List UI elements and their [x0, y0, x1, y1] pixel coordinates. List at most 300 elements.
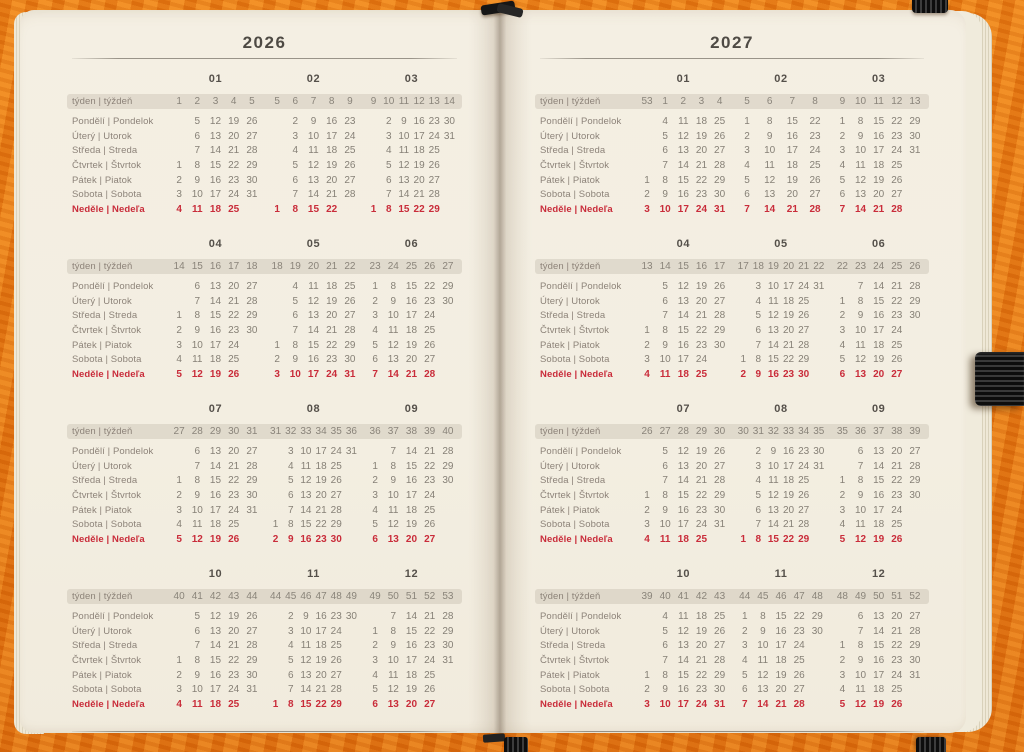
day-number-cell: 28 [714, 655, 726, 667]
day-number-cell: 10 [398, 130, 410, 142]
month-number: 11 [307, 568, 320, 580]
day-number-cell: 28 [246, 295, 258, 307]
day-number-cell [906, 174, 924, 189]
day-number-cell [170, 639, 188, 654]
day-number-cell: 23 [798, 446, 810, 457]
day-number-cell: 9 [857, 310, 864, 322]
day-number-cell: 4 [744, 160, 750, 172]
month-block [268, 566, 359, 713]
day-number-cell: 5 [662, 281, 668, 292]
day-label: Pátek | Piatok [540, 339, 600, 351]
day-numbers-row [170, 174, 261, 189]
day-number-cell: 8 [662, 325, 668, 337]
day-number-cell: 3 [385, 130, 392, 142]
week-label: týden | týždeň [72, 96, 133, 107]
day-number-cell [243, 533, 261, 548]
day-number-cell [442, 188, 457, 203]
day-number-cell: 18 [775, 655, 787, 667]
day-number-cell: 8 [292, 204, 299, 216]
day-number-cell: 19 [209, 534, 222, 546]
day-number-cell [811, 533, 826, 548]
day-number-cell: 14 [300, 504, 312, 516]
day-number-cell: 29 [714, 174, 726, 186]
day-number-cell: 26 [330, 655, 342, 667]
day-numbers-row [366, 309, 457, 324]
day-numbers-row [736, 339, 827, 354]
day-number-cell [268, 669, 283, 684]
day-numbers-row [833, 280, 924, 295]
day-number-cell: 1 [176, 160, 182, 172]
week-number-cell: 24 [873, 261, 885, 272]
day-numbers-row [833, 203, 924, 218]
day-number-cell: 22 [315, 699, 327, 711]
day-number-cell: 20 [405, 354, 418, 366]
day-number-cell: 29 [909, 640, 921, 652]
day-number-cell: 8 [662, 669, 668, 681]
label-column-spacer [540, 71, 638, 87]
day-number-cell: 18 [413, 145, 425, 157]
day-number-cell: 7 [755, 519, 762, 531]
day-number-cell: 10 [659, 204, 671, 216]
day-number-cell: 3 [839, 325, 846, 337]
day-label: Pondělí | Pondelok [72, 446, 154, 457]
day-numbers-row [833, 518, 924, 533]
week-number-cell: 39 [424, 426, 436, 437]
day-number-cell: 20 [315, 490, 327, 502]
week-number-cell: 18 [246, 261, 258, 272]
week-number-cell: 51 [405, 591, 418, 602]
week-number-cell: 6 [766, 96, 773, 107]
day-number-cell: 15 [786, 116, 798, 127]
day-number-cell [344, 474, 359, 489]
day-numbers-row [638, 174, 729, 189]
week-numbers-row [638, 94, 729, 109]
day-numbers-row [366, 698, 457, 713]
day-numbers-row [833, 654, 924, 669]
day-number-cell: 9 [401, 116, 407, 127]
day-number-cell: 28 [909, 281, 921, 292]
day-numbers-row [736, 669, 827, 684]
day-number-cell [638, 610, 656, 625]
day-number-cell: 17 [413, 130, 425, 142]
day-number-cell: 18 [209, 354, 222, 366]
day-number-cell: 25 [809, 160, 821, 172]
day-number-cell [811, 474, 826, 489]
day-number-cell [439, 683, 457, 698]
day-number-cell [811, 504, 826, 519]
day-number-cell: 27 [344, 310, 356, 322]
day-number-cell [344, 533, 359, 548]
day-number-cell: 7 [857, 625, 864, 637]
day-numbers-row [366, 460, 457, 475]
day-numbers-row [833, 639, 924, 654]
day-number-cell: 28 [424, 369, 436, 381]
day-number-cell: 8 [662, 490, 668, 502]
week-number-cell: 18 [752, 261, 764, 272]
day-numbers-row [366, 445, 457, 460]
day-numbers-row [736, 130, 827, 145]
day-number-cell: 17 [873, 669, 885, 681]
day-number-cell: 14 [209, 295, 222, 307]
day-number-cell: 6 [839, 369, 846, 381]
month-block [833, 566, 924, 713]
week-number-cell: 9 [347, 96, 353, 107]
day-number-cell: 22 [424, 460, 436, 472]
day-number-cell: 17 [786, 145, 798, 157]
day-number-cell [243, 368, 261, 383]
day-numbers-row [366, 533, 457, 548]
week-number-cell: 45 [285, 591, 297, 602]
month-number: 08 [306, 403, 321, 415]
day-number-cell: 4 [372, 325, 378, 337]
day-number-cell: 1 [741, 611, 748, 622]
day-number-cell: 31 [813, 460, 825, 472]
week-number-cell: 39 [641, 591, 653, 602]
day-number-cell: 20 [891, 611, 903, 622]
day-numbers-row [366, 489, 457, 504]
day-number-cell: 5 [194, 116, 201, 127]
day-label-column [72, 236, 170, 383]
day-numbers-row [736, 698, 827, 713]
day-numbers-row [638, 353, 729, 368]
day-numbers-row [736, 504, 827, 519]
day-numbers-row [833, 445, 924, 460]
day-number-cell: 18 [315, 460, 327, 472]
day-number-cell [170, 130, 188, 145]
day-number-cell [638, 115, 656, 130]
day-number-cell: 27 [891, 189, 903, 201]
day-number-cell: 29 [798, 354, 810, 366]
day-number-cell: 10 [854, 325, 867, 337]
day-number-cell: 29 [909, 475, 921, 487]
day-numbers-row [833, 698, 924, 713]
day-number-cell: 18 [873, 519, 885, 531]
title-rule-right [540, 58, 924, 59]
day-number-cell: 8 [194, 475, 201, 487]
day-number-cell: 3 [839, 669, 846, 681]
day-number-cell: 10 [289, 369, 301, 381]
week-numbers-row [638, 259, 729, 274]
day-number-cell: 27 [344, 174, 356, 186]
week-number-cell: 37 [387, 426, 399, 437]
month-block [170, 71, 261, 218]
week-number-cell: 37 [873, 426, 885, 437]
day-number-cell: 27 [428, 174, 440, 186]
week-number-cell: 30 [737, 426, 749, 437]
day-number-cell: 10 [191, 684, 203, 696]
day-number-cell: 9 [194, 669, 201, 681]
day-number-cell: 12 [307, 295, 320, 307]
day-number-cell: 11 [764, 160, 775, 172]
day-number-cell: 30 [909, 130, 921, 142]
day-number-cell: 4 [839, 160, 846, 172]
day-number-cell: 30 [909, 490, 921, 502]
day-number-cell: 7 [755, 339, 762, 351]
day-label: Pátek | Piatok [72, 504, 132, 516]
day-number-cell: 15 [677, 325, 689, 337]
day-numbers-row [170, 518, 261, 533]
day-number-cell: 4 [839, 519, 846, 531]
day-number-cell [442, 174, 457, 189]
day-number-cell [366, 610, 384, 625]
day-number-cell: 2 [744, 130, 750, 142]
day-label: Úterý | Utorok [72, 625, 132, 637]
day-numbers-row [833, 339, 924, 354]
day-number-cell [638, 159, 656, 174]
day-label: Neděle | Nedeľa [72, 699, 145, 711]
week-number-cell: 47 [315, 591, 327, 602]
day-number-cell: 29 [246, 475, 258, 487]
day-number-cell [736, 324, 751, 339]
month-group [170, 236, 457, 383]
day-number-cell: 14 [387, 369, 399, 381]
day-numbers-row [638, 280, 729, 295]
day-number-cell: 24 [695, 354, 708, 366]
day-number-cell [170, 295, 188, 310]
day-numbers-row [268, 295, 359, 310]
day-number-cell: 22 [228, 160, 240, 172]
week-numbers-row [366, 94, 457, 109]
month-block [170, 236, 261, 383]
day-number-cell: 2 [274, 354, 280, 366]
day-number-cell [243, 203, 261, 218]
week-number-cell: 7 [310, 96, 317, 107]
day-number-cell [439, 489, 457, 504]
day-number-cell: 14 [873, 625, 885, 637]
day-number-cell [638, 445, 656, 460]
day-number-cell [906, 353, 924, 368]
day-number-cell: 25 [793, 655, 805, 667]
day-number-cell: 24 [428, 130, 440, 142]
day-numbers-row [638, 474, 729, 489]
day-number-cell: 16 [775, 625, 787, 637]
day-number-cell: 18 [405, 325, 418, 337]
day-number-cell: 30 [442, 475, 454, 487]
day-number-cell: 25 [344, 145, 356, 157]
day-number-cell: 9 [857, 490, 864, 502]
week-number-cell: 30 [228, 426, 240, 437]
day-number-cell: 18 [326, 145, 338, 157]
week-numbers-row [268, 259, 359, 274]
day-number-cell [811, 324, 826, 339]
day-number-cell: 10 [764, 145, 776, 157]
day-number-cell: 12 [398, 160, 410, 172]
day-numbers-row [366, 625, 457, 640]
month-block [366, 236, 457, 383]
day-number-cell: 5 [176, 369, 182, 381]
day-number-cell: 10 [854, 669, 867, 681]
month-number: 03 [871, 73, 886, 85]
week-number-cell: 41 [677, 591, 689, 602]
day-number-cell: 7 [287, 504, 294, 516]
day-number-cell: 23 [695, 504, 708, 516]
day-label: Středa | Streda [72, 145, 138, 157]
day-number-cell: 22 [782, 354, 795, 366]
week-number-cell: 17 [228, 261, 240, 272]
day-number-cell: 17 [677, 354, 689, 366]
day-number-cell: 13 [677, 295, 689, 307]
week-number-cell: 38 [891, 426, 903, 437]
day-number-cell: 12 [854, 354, 867, 366]
day-label: Pondělí | Pondelok [540, 611, 622, 622]
day-number-cell: 11 [757, 655, 769, 667]
day-number-cell: 23 [315, 534, 327, 546]
week-number-cell: 10 [383, 96, 395, 107]
day-label-column [540, 401, 638, 548]
day-number-cell: 20 [326, 310, 338, 322]
day-number-cell: 18 [405, 669, 418, 681]
day-numbers-row [170, 654, 261, 669]
day-number-cell: 3 [755, 281, 762, 292]
day-number-cell: 6 [194, 130, 201, 142]
day-number-cell [366, 174, 381, 189]
day-number-cell: 6 [662, 295, 668, 307]
week-number-cell: 18 [271, 261, 283, 272]
month-number: 10 [208, 568, 223, 580]
day-number-cell: 1 [644, 490, 650, 502]
day-number-cell: 13 [757, 684, 769, 696]
week-number-cell: 49 [854, 591, 867, 602]
day-number-cell: 1 [272, 699, 279, 711]
day-number-cell: 19 [228, 611, 240, 622]
day-number-cell: 16 [405, 640, 418, 652]
day-number-cell [366, 159, 381, 174]
day-number-cell: 2 [292, 116, 299, 127]
day-number-cell: 9 [755, 369, 762, 381]
day-number-cell [906, 188, 924, 203]
day-number-cell: 19 [775, 669, 787, 681]
day-numbers-row [170, 353, 261, 368]
week-numbers-row [638, 424, 729, 439]
week-number-cell: 11 [398, 96, 410, 107]
day-number-cell [711, 353, 729, 368]
day-number-cell [808, 683, 826, 698]
day-numbers-row [366, 474, 457, 489]
week-number-cell: 25 [405, 261, 418, 272]
day-numbers-row [170, 130, 261, 145]
day-number-cell: 23 [782, 369, 795, 381]
week-numbers-row [268, 424, 359, 439]
day-number-cell: 10 [854, 145, 867, 157]
day-number-cell [268, 474, 283, 489]
day-number-cell: 11 [855, 684, 866, 696]
day-number-cell: 12 [307, 160, 320, 172]
day-number-cell: 29 [330, 699, 342, 711]
day-number-cell: 30 [330, 534, 342, 546]
week-number-cell: 26 [909, 261, 921, 272]
month-number: 09 [404, 403, 419, 415]
day-number-cell: 21 [228, 640, 240, 652]
day-number-cell: 4 [644, 369, 650, 381]
label-column-spacer [72, 401, 170, 417]
month-block [268, 71, 359, 218]
day-number-cell: 14 [873, 460, 885, 472]
day-number-cell: 7 [292, 325, 299, 337]
day-number-cell: 20 [413, 174, 425, 186]
day-number-cell [170, 625, 188, 640]
day-numbers-row [170, 188, 261, 203]
week-label: týden | týždeň [72, 261, 133, 272]
day-number-cell [268, 654, 283, 669]
day-number-cell: 18 [315, 640, 327, 652]
day-number-cell: 14 [405, 611, 418, 622]
day-number-cell: 5 [839, 699, 846, 711]
day-number-cell: 26 [330, 475, 342, 487]
day-numbers-row [170, 639, 261, 654]
day-number-cell: 2 [372, 295, 378, 307]
day-number-cell: 14 [677, 310, 689, 322]
week-number-cell: 46 [300, 591, 312, 602]
day-numbers-row [736, 625, 827, 640]
day-number-cell: 20 [695, 295, 708, 307]
day-number-cell: 28 [798, 339, 810, 351]
day-number-cell [808, 654, 826, 669]
day-label: Čtvrtek | Štvrtok [540, 655, 610, 667]
week-numbers-row [170, 589, 261, 604]
day-number-cell: 7 [662, 655, 668, 667]
week-number-cell: 40 [173, 591, 185, 602]
day-number-cell: 18 [782, 295, 795, 307]
day-number-cell [811, 295, 826, 310]
day-number-cell: 8 [755, 354, 762, 366]
day-number-cell: 12 [191, 534, 203, 546]
day-number-cell: 17 [677, 204, 689, 216]
day-number-cell: 22 [228, 655, 240, 667]
day-number-cell [442, 144, 457, 159]
day-number-cell: 8 [390, 625, 397, 637]
week-number-cell: 28 [677, 426, 689, 437]
day-number-cell [268, 188, 286, 203]
day-numbers-row [366, 654, 457, 669]
day-number-cell: 10 [387, 310, 399, 322]
day-number-cell: 18 [873, 160, 885, 172]
day-numbers-row [268, 309, 359, 324]
day-number-cell: 11 [388, 669, 399, 681]
day-number-cell: 27 [714, 145, 726, 157]
day-numbers-row [833, 353, 924, 368]
week-number-cell: 25 [891, 261, 903, 272]
day-numbers-row [170, 625, 261, 640]
day-number-cell: 14 [764, 204, 776, 216]
day-number-cell: 1 [372, 281, 378, 292]
day-number-cell: 9 [390, 640, 397, 652]
day-number-cell [638, 130, 656, 145]
day-numbers-row [268, 188, 359, 203]
day-number-cell: 18 [326, 281, 338, 292]
day-number-cell: 2 [272, 534, 279, 546]
day-number-cell: 18 [209, 204, 222, 216]
day-number-cell: 26 [798, 310, 810, 322]
day-numbers-row [638, 324, 729, 339]
month-number: 06 [871, 238, 886, 250]
week-number-cell: 50 [873, 591, 885, 602]
day-numbers-row [736, 489, 827, 504]
day-number-cell: 15 [307, 339, 320, 351]
day-number-cell [906, 683, 924, 698]
day-number-cell: 6 [385, 174, 392, 186]
week-number-cell: 42 [209, 591, 222, 602]
day-number-cell: 30 [246, 490, 258, 502]
day-number-cell: 25 [330, 460, 342, 472]
day-number-cell: 26 [344, 295, 356, 307]
day-numbers-row [638, 683, 729, 698]
day-number-cell: 26 [246, 116, 258, 127]
day-numbers-row [736, 654, 827, 669]
day-number-cell: 6 [839, 189, 846, 201]
calendar-band [540, 401, 924, 548]
day-number-cell: 4 [176, 519, 182, 531]
day-number-cell [906, 324, 924, 339]
